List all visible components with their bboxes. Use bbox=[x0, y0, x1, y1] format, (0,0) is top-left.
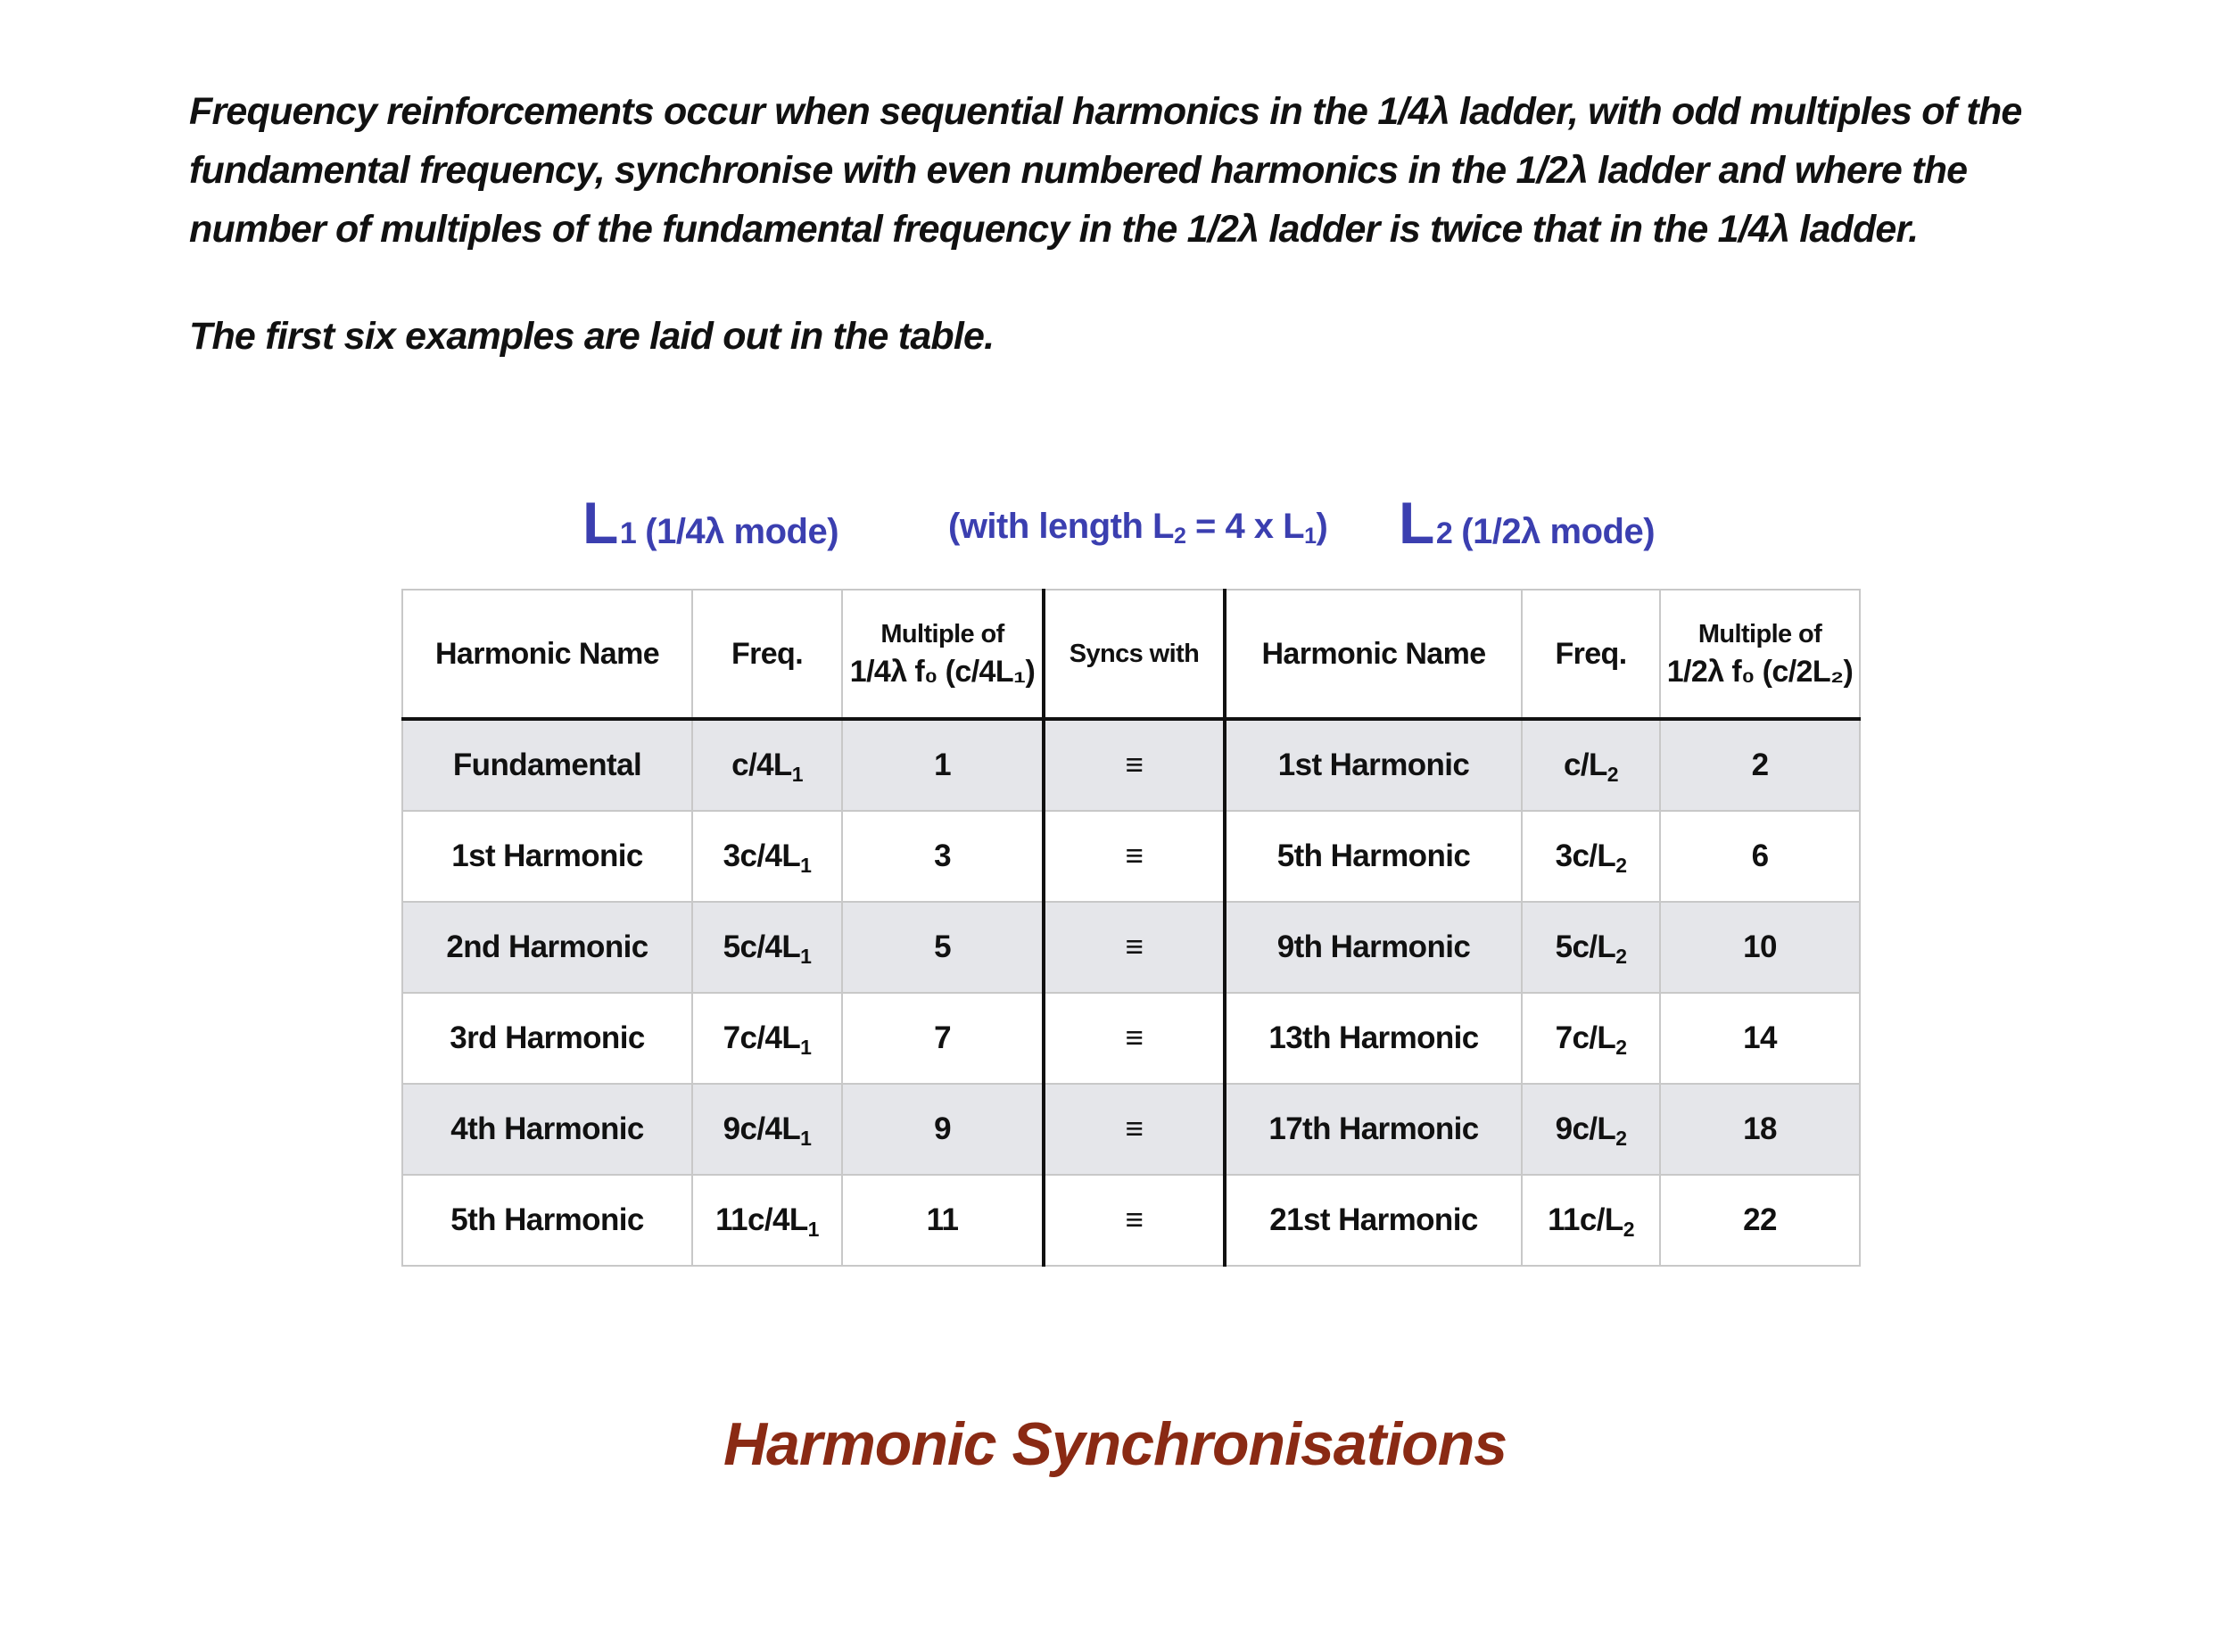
cell-multiple-l1-text: 11 bbox=[926, 1202, 959, 1237]
cell-freq-l1-text: 5c/4L bbox=[723, 929, 801, 964]
cell-harmonic-name-l2 bbox=[1225, 902, 1522, 993]
cell-harmonic-name-l1-text: 4th Harmonic bbox=[450, 1111, 644, 1146]
header-freq-l2: Freq. bbox=[1522, 590, 1660, 719]
cell-freq-l2-text: 3c/L bbox=[1555, 838, 1616, 873]
cell-freq-l1 bbox=[692, 1175, 842, 1266]
cell-freq-l1 bbox=[692, 1084, 842, 1175]
cell-freq-l2-text: 7c/L bbox=[1555, 1020, 1616, 1055]
cell-multiple-l2 bbox=[1660, 811, 1860, 902]
cell-multiple-l2 bbox=[1660, 993, 1860, 1084]
cell-multiple-l1 bbox=[842, 811, 1044, 902]
cell-harmonic-name-l1 bbox=[402, 811, 692, 902]
cell-multiple-l2 bbox=[1660, 1175, 1860, 1266]
cell-multiple-l2-text: 14 bbox=[1743, 1020, 1777, 1055]
cell-multiple-l2 bbox=[1660, 719, 1860, 811]
cell-freq-l1 bbox=[692, 993, 842, 1084]
cell-syncs-with-text: ≡ bbox=[1125, 929, 1144, 964]
cell-harmonic-name-l2 bbox=[1225, 811, 1522, 902]
cell-harmonic-name-l1-text: Fundamental bbox=[452, 748, 642, 782]
l2-subscript: 2 bbox=[1435, 516, 1453, 550]
cell-freq-l2 bbox=[1522, 719, 1660, 811]
cell-harmonic-name-l2-text: 5th Harmonic bbox=[1276, 838, 1471, 873]
table-row bbox=[402, 902, 1860, 993]
cell-harmonic-name-l1 bbox=[402, 1175, 692, 1266]
l1-symbol: L bbox=[582, 490, 618, 556]
length-relation-prefix: (with length L bbox=[948, 507, 1174, 546]
cell-freq-l1-subscript: 1 bbox=[800, 1036, 812, 1059]
cell-multiple-l2-text: 2 bbox=[1751, 748, 1769, 782]
cell-multiple-l1 bbox=[842, 902, 1044, 993]
length-relation-label bbox=[948, 507, 1327, 547]
header-harmonic-name-l1: Harmonic Name bbox=[402, 590, 692, 719]
cell-multiple-l1-text: 3 bbox=[934, 838, 951, 873]
cell-freq-l2-subscript: 2 bbox=[1606, 763, 1618, 786]
cell-freq-l2-text: 11c/L bbox=[1548, 1202, 1623, 1237]
cell-freq-l1 bbox=[692, 902, 842, 993]
cell-syncs-with-text: ≡ bbox=[1125, 1111, 1144, 1146]
cell-harmonic-name-l2 bbox=[1225, 1084, 1522, 1175]
cell-multiple-l1-text: 7 bbox=[934, 1020, 951, 1055]
cell-multiple-l1 bbox=[842, 993, 1044, 1084]
length-relation-mid: = 4 x L bbox=[1185, 507, 1305, 546]
cell-multiple-l2 bbox=[1660, 1084, 1860, 1175]
header-multiple-l2-line1: Multiple of bbox=[1697, 620, 1822, 648]
header-harmonic-name-l2: Harmonic Name bbox=[1225, 590, 1522, 719]
cell-harmonic-name-l1-text: 1st Harmonic bbox=[451, 838, 643, 873]
cell-harmonic-name-l1-text: 5th Harmonic bbox=[450, 1202, 644, 1237]
cell-freq-l2-subscript: 2 bbox=[1623, 1218, 1634, 1241]
l2-mode-label bbox=[1399, 489, 1655, 557]
cell-multiple-l2-text: 22 bbox=[1743, 1202, 1777, 1237]
cell-freq-l1-subscript: 1 bbox=[800, 854, 812, 877]
cell-harmonic-name-l2 bbox=[1225, 1175, 1522, 1266]
cell-freq-l2 bbox=[1522, 1175, 1660, 1266]
cell-syncs-with bbox=[1044, 719, 1225, 811]
l1-subscript: 1 bbox=[619, 516, 637, 550]
cell-syncs-with-text: ≡ bbox=[1125, 838, 1144, 873]
cell-freq-l2-subscript: 2 bbox=[1615, 945, 1627, 968]
cell-freq-l2-text: 9c/L bbox=[1555, 1111, 1616, 1146]
cell-freq-l2 bbox=[1522, 993, 1660, 1084]
header-multiple-l1 bbox=[842, 590, 1044, 719]
cell-multiple-l1-text: 5 bbox=[934, 929, 951, 964]
l1-mode-label bbox=[582, 489, 838, 557]
header-multiple-l2 bbox=[1660, 590, 1860, 719]
cell-harmonic-name-l1-text: 3rd Harmonic bbox=[450, 1020, 645, 1055]
cell-syncs-with-text: ≡ bbox=[1125, 1202, 1144, 1237]
header-multiple-l2-line2: 1/2λ f₀ (c/2L₂) bbox=[1666, 655, 1854, 689]
cell-multiple-l2-text: 10 bbox=[1743, 929, 1777, 964]
length-relation-suffix: ) bbox=[1316, 507, 1328, 546]
l2-symbol: L bbox=[1399, 490, 1434, 556]
cell-freq-l2-text: 5c/L bbox=[1555, 929, 1616, 964]
header-multiple-l1-line2: 1/4λ f₀ (c/4L₁) bbox=[849, 655, 1036, 689]
cell-freq-l2 bbox=[1522, 902, 1660, 993]
table-header-row bbox=[402, 590, 1860, 719]
cell-freq-l1-text: 9c/4L bbox=[723, 1111, 801, 1146]
cell-syncs-with-text: ≡ bbox=[1125, 1020, 1144, 1055]
intro-paragraph: Frequency reinforcements occur when sequential harmonics in the 1/4λ ladder, with odd multiples of the fundamental frequency, synchronise with even numbered harmonics in the 1/2λ ladder and where the number of multiples of the fundamental frequency in the 1/2λ ladder is twice that in the 1/4λ ladder. bbox=[189, 90, 2022, 251]
cell-harmonic-name-l2-text: 13th Harmonic bbox=[1268, 1020, 1479, 1055]
cell-harmonic-name-l1 bbox=[402, 993, 692, 1084]
table-row bbox=[402, 1175, 1860, 1266]
cell-freq-l2-subscript: 2 bbox=[1615, 1127, 1627, 1150]
cell-freq-l2-text: c/L bbox=[1564, 748, 1607, 782]
l2-mode-text: (1/2λ mode) bbox=[1461, 512, 1656, 551]
cell-freq-l1-text: 3c/4L bbox=[723, 838, 801, 873]
cell-harmonic-name-l1-text: 2nd Harmonic bbox=[446, 929, 648, 964]
cell-freq-l1-subscript: 1 bbox=[791, 763, 803, 786]
figure-caption: Harmonic Synchronisations bbox=[723, 1410, 1507, 1478]
length-relation-sub1: 2 bbox=[1173, 524, 1186, 549]
cell-harmonic-name-l2-text: 1st Harmonic bbox=[1277, 748, 1470, 782]
cell-syncs-with bbox=[1044, 1175, 1225, 1266]
cell-syncs-with bbox=[1044, 1084, 1225, 1175]
cell-freq-l1 bbox=[692, 719, 842, 811]
cell-freq-l1-subscript: 1 bbox=[800, 1127, 812, 1150]
cell-harmonic-name-l2 bbox=[1225, 719, 1522, 811]
header-freq-l1: Freq. bbox=[692, 590, 842, 719]
cell-harmonic-name-l1 bbox=[402, 719, 692, 811]
cell-freq-l2-subscript: 2 bbox=[1615, 854, 1627, 877]
cell-multiple-l2-text: 18 bbox=[1743, 1111, 1777, 1146]
table-row bbox=[402, 1084, 1860, 1175]
cell-harmonic-name-l1 bbox=[402, 1084, 692, 1175]
header-multiple-l1-line1: Multiple of bbox=[880, 620, 1004, 648]
cell-freq-l2 bbox=[1522, 811, 1660, 902]
cell-syncs-with-text: ≡ bbox=[1125, 748, 1144, 782]
cell-freq-l1-text: c/4L bbox=[731, 748, 792, 782]
cell-multiple-l1 bbox=[842, 719, 1044, 811]
harmonic-table bbox=[401, 589, 1861, 1267]
table-row bbox=[402, 719, 1860, 811]
cell-freq-l1-subscript: 1 bbox=[807, 1218, 819, 1241]
cell-freq-l2 bbox=[1522, 1084, 1660, 1175]
l1-mode-text: (1/4λ mode) bbox=[645, 512, 839, 551]
cell-multiple-l2-text: 6 bbox=[1751, 838, 1769, 873]
cell-freq-l1-subscript: 1 bbox=[800, 945, 812, 968]
cell-harmonic-name-l2 bbox=[1225, 993, 1522, 1084]
cell-syncs-with bbox=[1044, 993, 1225, 1084]
cell-multiple-l1-text: 1 bbox=[934, 748, 951, 782]
cell-multiple-l1 bbox=[842, 1084, 1044, 1175]
cell-multiple-l1-text: 9 bbox=[934, 1111, 951, 1146]
cell-freq-l1 bbox=[692, 811, 842, 902]
cell-harmonic-name-l2-text: 21st Harmonic bbox=[1269, 1202, 1478, 1237]
cell-multiple-l1 bbox=[842, 1175, 1044, 1266]
header-syncs-with: Syncs with bbox=[1044, 590, 1225, 719]
cell-freq-l2-subscript: 2 bbox=[1615, 1036, 1627, 1059]
cell-syncs-with bbox=[1044, 811, 1225, 902]
table-row bbox=[402, 993, 1860, 1084]
cell-multiple-l2 bbox=[1660, 902, 1860, 993]
cell-freq-l1-text: 11c/4L bbox=[715, 1202, 808, 1237]
length-relation-sub2: 1 bbox=[1304, 524, 1317, 549]
cell-harmonic-name-l2-text: 17th Harmonic bbox=[1268, 1111, 1479, 1146]
cell-harmonic-name-l2-text: 9th Harmonic bbox=[1276, 929, 1471, 964]
intro-note: The first six examples are laid out in the table. bbox=[189, 315, 995, 358]
cell-freq-l1-text: 7c/4L bbox=[723, 1020, 801, 1055]
cell-syncs-with bbox=[1044, 902, 1225, 993]
table-row bbox=[402, 811, 1860, 902]
cell-harmonic-name-l1 bbox=[402, 902, 692, 993]
